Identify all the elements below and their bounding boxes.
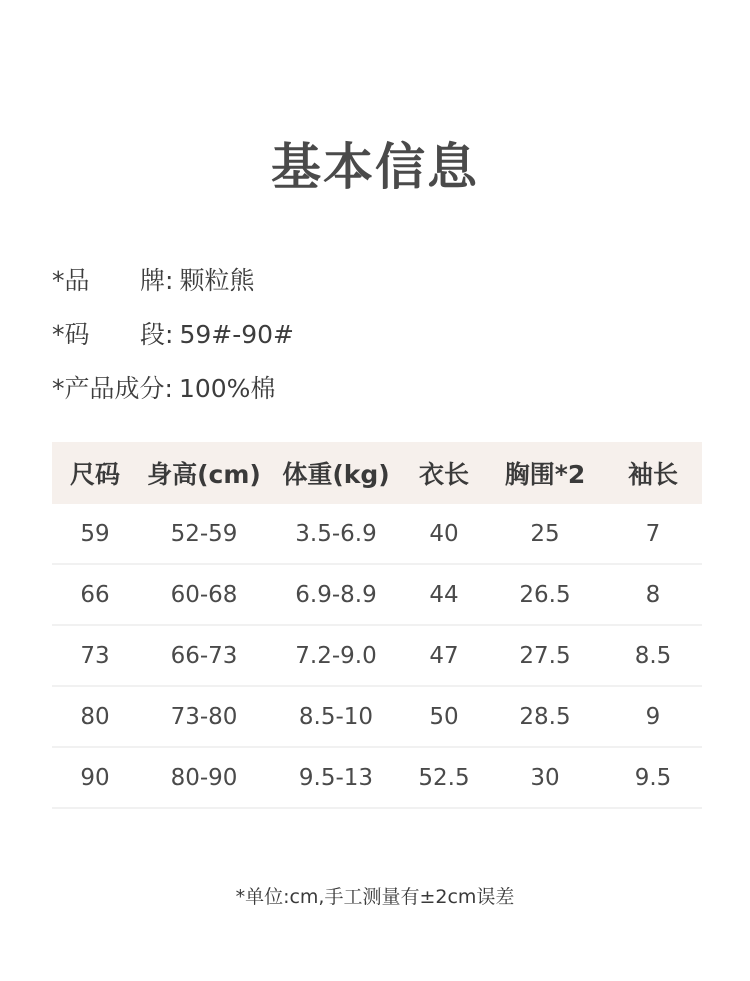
cell-size: 73 <box>80 642 110 669</box>
cell-weight: 9.5-13 <box>298 764 374 791</box>
cell-size: 80 <box>80 703 110 730</box>
cell-weight: 3.5-6.9 <box>295 520 377 547</box>
header-sleeve: 袖长 <box>627 460 678 489</box>
info-label-brand-left: *品 <box>52 266 90 295</box>
cell-height: 52-59 <box>170 520 238 547</box>
cell-size: 66 <box>80 581 110 608</box>
table-row <box>52 504 702 565</box>
header-length: 衣长 <box>418 460 469 489</box>
info-row-brand <box>52 256 692 310</box>
info-label-size-right: 段 <box>140 320 166 349</box>
cell-length: 50 <box>429 703 459 730</box>
info-row-material <box>52 364 692 418</box>
cell-height: 66-73 <box>170 642 238 669</box>
info-separator: : <box>165 266 174 295</box>
cell-sleeve: 8.5 <box>634 642 672 669</box>
cell-weight: 6.9-8.9 <box>295 581 377 608</box>
cell-weight: 7.2-9.0 <box>295 642 377 669</box>
cell-length: 44 <box>429 581 459 608</box>
cell-height: 73-80 <box>170 703 238 730</box>
table-row <box>52 565 702 626</box>
size-table-header <box>52 442 702 504</box>
cell-sleeve: 7 <box>645 520 661 547</box>
table-row <box>52 626 702 687</box>
info-separator: : <box>164 374 173 403</box>
info-row-size-range <box>52 310 692 364</box>
cell-length: 52.5 <box>418 764 470 791</box>
table-row <box>52 748 702 809</box>
cell-chest: 30 <box>530 764 560 791</box>
cell-chest: 25 <box>530 520 560 547</box>
cell-length: 40 <box>429 520 459 547</box>
cell-sleeve: 8 <box>645 581 661 608</box>
header-weight: 体重(kg) <box>282 460 390 489</box>
cell-sleeve: 9 <box>645 703 661 730</box>
info-label-size-left: *码 <box>52 320 90 349</box>
cell-height: 80-90 <box>170 764 238 791</box>
info-label-material: *产品成分 <box>52 374 165 403</box>
header-height: 身高(cm) <box>147 460 261 489</box>
measurement-footnote: *单位:cm,手工测量有±2cm误差 <box>235 886 515 908</box>
cell-sleeve: 9.5 <box>634 764 672 791</box>
page-title: 基本信息 <box>271 138 479 196</box>
cell-chest: 27.5 <box>519 642 571 669</box>
cell-chest: 26.5 <box>519 581 571 608</box>
header-chest: 胸围*2 <box>504 460 586 489</box>
basic-info-list <box>52 256 692 418</box>
info-value-brand: 颗粒熊 <box>179 266 255 295</box>
size-table <box>52 442 702 809</box>
cell-weight: 8.5-10 <box>298 703 374 730</box>
header-size: 尺码 <box>69 460 120 489</box>
info-label-brand-right: 牌 <box>140 266 166 295</box>
table-row <box>52 687 702 748</box>
info-separator: : <box>165 320 174 349</box>
cell-chest: 28.5 <box>519 703 571 730</box>
cell-length: 47 <box>429 642 459 669</box>
info-value-material: 100%棉 <box>178 374 276 403</box>
info-value-size-range: 59#-90# <box>179 320 294 349</box>
cell-size: 59 <box>80 520 110 547</box>
cell-height: 60-68 <box>170 581 238 608</box>
cell-size: 90 <box>80 764 110 791</box>
